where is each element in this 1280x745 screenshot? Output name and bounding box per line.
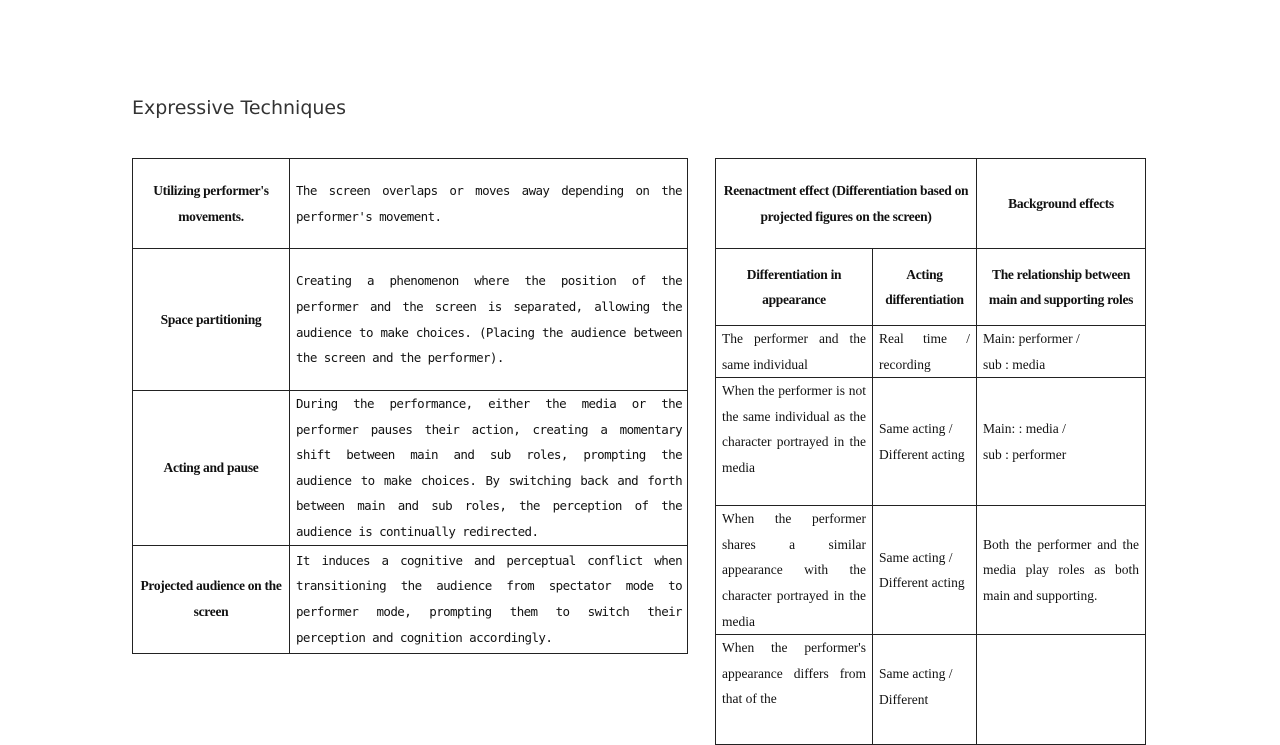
acting-cell: Same acting / Different bbox=[873, 635, 977, 745]
appearance-header: Differentiation in appearance bbox=[716, 249, 873, 326]
acting-cell: Real time / recording bbox=[873, 326, 977, 378]
reenactment-header: Reenactment effect (Differentiation based on projected figures on the screen) bbox=[716, 159, 977, 249]
table-row bbox=[133, 391, 688, 546]
relationship-line: sub : media bbox=[983, 356, 1046, 372]
technique-label: Space partitioning bbox=[133, 249, 290, 391]
technique-description: Creating a phenomenon where the position of the performer and the screen is separated, allowing the audience to make choices. (Placing the audience between the screen and the performer). bbox=[290, 249, 688, 391]
table-row bbox=[716, 506, 1146, 635]
technique-label: Acting and pause bbox=[133, 391, 290, 546]
table-row bbox=[716, 635, 1146, 745]
table-row bbox=[133, 249, 688, 391]
acting-cell: Same acting / Different acting bbox=[873, 378, 977, 506]
technique-description: It induces a cognitive and perceptual conflict when transitioning the audience from spectator mode to performer mode, prompting them to switch their perception and cognition accordingly. bbox=[290, 545, 688, 653]
background-header: Background effects bbox=[977, 159, 1146, 249]
table-row bbox=[133, 159, 688, 249]
relationship-line: Main: : media / bbox=[983, 421, 1066, 437]
techniques-table bbox=[132, 158, 688, 654]
effects-table bbox=[715, 158, 1146, 745]
appearance-cell: When the performer's appearance differs from that of the bbox=[716, 635, 873, 745]
relationship-cell bbox=[977, 378, 1146, 506]
relationship-line: Main: performer / bbox=[983, 331, 1080, 346]
table-row bbox=[716, 378, 1146, 506]
appearance-cell: The performer and the same individual bbox=[716, 326, 873, 378]
relationship-cell bbox=[977, 326, 1146, 378]
technique-description: During the performance, either the media or the performer pauses their action, creating a momentary shift between main and sub roles, prompting the audience to make choices. By switching back and forth between main and sub roles, the perception of the audience is continually redirected. bbox=[290, 391, 688, 546]
technique-label: Utilizing performer's movements. bbox=[133, 159, 290, 249]
appearance-cell: When the performer shares a similar appearance with the character portrayed in the media bbox=[716, 506, 873, 635]
table-row bbox=[716, 326, 1146, 378]
relationship-header: The relationship between main and supporting roles bbox=[977, 249, 1146, 326]
table-header-row bbox=[716, 159, 1146, 249]
relationship-cell bbox=[977, 506, 1146, 635]
relationship-line: sub : performer bbox=[983, 446, 1067, 462]
acting-cell: Same acting / Different acting bbox=[873, 506, 977, 635]
table-row bbox=[133, 545, 688, 653]
relationship-line: Both the performer and the media play roles as both main and supporting. bbox=[983, 536, 1140, 603]
appearance-cell: When the performer is not the same individual as the character portrayed in the media bbox=[716, 378, 873, 506]
table-subheader-row bbox=[716, 249, 1146, 326]
relationship-cell bbox=[977, 635, 1146, 745]
technique-label: Projected audience on the screen bbox=[133, 545, 290, 653]
page-title: Expressive Techniques bbox=[132, 97, 347, 119]
technique-description: The screen overlaps or moves away depending on the performer's movement. bbox=[290, 159, 688, 249]
acting-header: Acting differentiation bbox=[873, 249, 977, 326]
